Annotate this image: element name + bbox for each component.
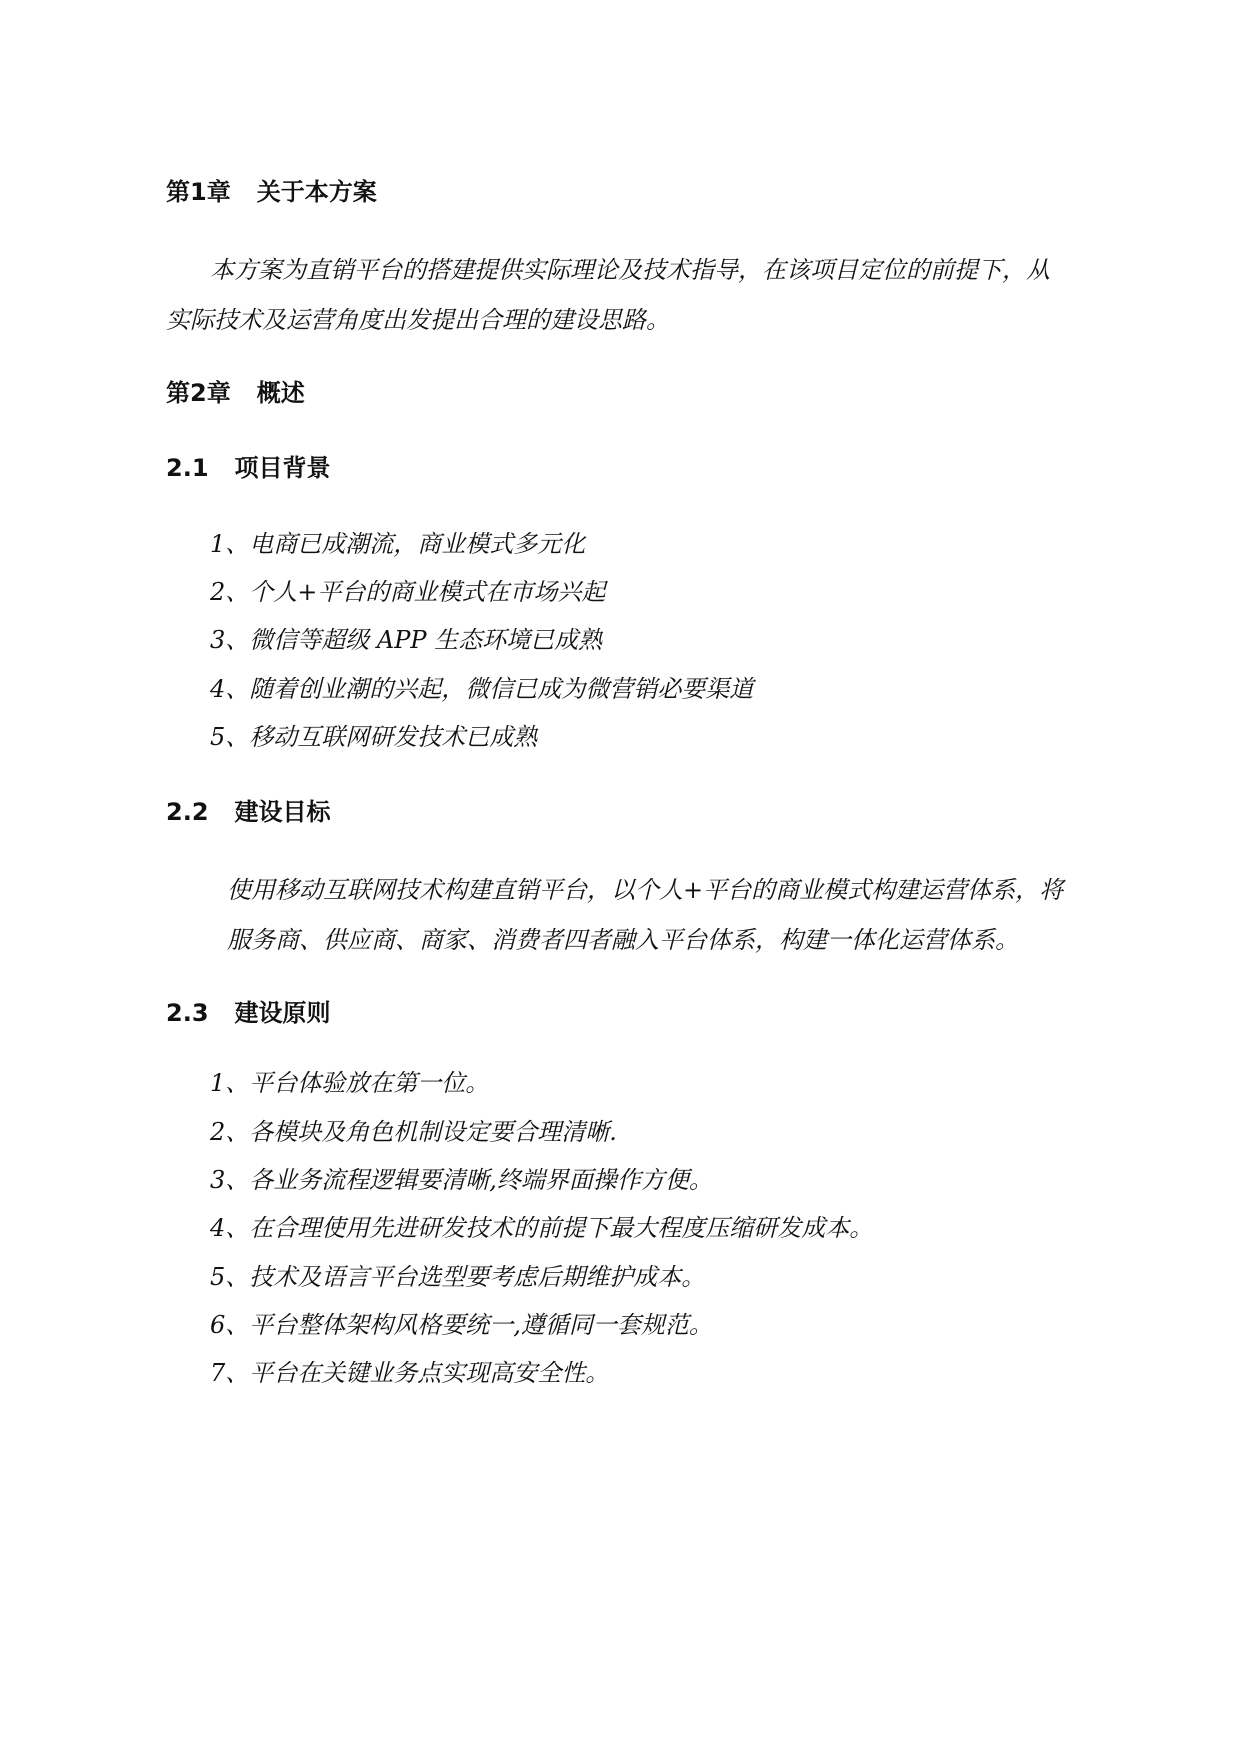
section-2-2-title: 建设目标 xyxy=(234,798,331,826)
section-2-3-number: 2.3 xyxy=(166,999,209,1027)
principle-item: 6、平台整体架构风格要统一,遵循同一套规范。 xyxy=(210,1311,713,1339)
background-item: 4、随着创业潮的兴起，微信已成为微营销必要渠道 xyxy=(210,675,754,703)
background-item: 5、移动互联网研发技术已成熟 xyxy=(210,723,538,751)
chapter-1-title: 关于本方案 xyxy=(256,178,377,206)
principle-item: 2、各模块及角色机制设定要合理清晰. xyxy=(210,1118,617,1146)
section-2-3-heading xyxy=(166,998,331,1028)
section-2-1-title: 项目背景 xyxy=(234,454,331,482)
chapter-2-heading xyxy=(166,378,305,408)
chapter-1-paragraph-line-1: 本方案为直销平台的搭建提供实际理论及技术指导，在该项目定位的前提下，从 xyxy=(210,256,1050,284)
section-2-2-heading xyxy=(166,797,331,827)
background-item: 3、微信等超级 APP 生态环境已成熟 xyxy=(210,626,603,654)
chapter-2-title: 概述 xyxy=(256,379,305,407)
chapter-1-heading xyxy=(166,177,377,207)
chapter-1-paragraph-line-2: 实际技术及运营角度出发提出合理的建设思路。 xyxy=(166,306,670,334)
chapter-2-number: 第2章 xyxy=(166,379,231,407)
goal-paragraph-line-1: 使用移动互联网技术构建直销平台，以个人+平台的商业模式构建运营体系，将 xyxy=(227,876,1064,904)
section-2-2-number: 2.2 xyxy=(166,798,209,826)
principle-item: 5、技术及语言平台选型要考虑后期维护成本。 xyxy=(210,1263,706,1291)
section-2-3-title: 建设原则 xyxy=(234,999,331,1027)
background-item: 2、个人+平台的商业模式在市场兴起 xyxy=(210,578,606,606)
principle-item: 1、平台体验放在第一位。 xyxy=(210,1069,490,1097)
chapter-1-number: 第1章 xyxy=(166,178,231,206)
goal-paragraph-line-2: 服务商、供应商、商家、消费者四者融入平台体系，构建一体化运营体系。 xyxy=(227,926,1019,954)
principle-item: 7、平台在关键业务点实现高安全性。 xyxy=(210,1359,610,1387)
principle-item: 4、在合理使用先进研发技术的前提下最大程度压缩研发成本。 xyxy=(210,1214,874,1242)
section-2-1-heading xyxy=(166,453,331,483)
principle-item: 3、各业务流程逻辑要清晰,终端界面操作方便。 xyxy=(210,1166,713,1194)
section-2-1-number: 2.1 xyxy=(166,454,209,482)
background-item: 1、电商已成潮流，商业模式多元化 xyxy=(210,530,586,558)
